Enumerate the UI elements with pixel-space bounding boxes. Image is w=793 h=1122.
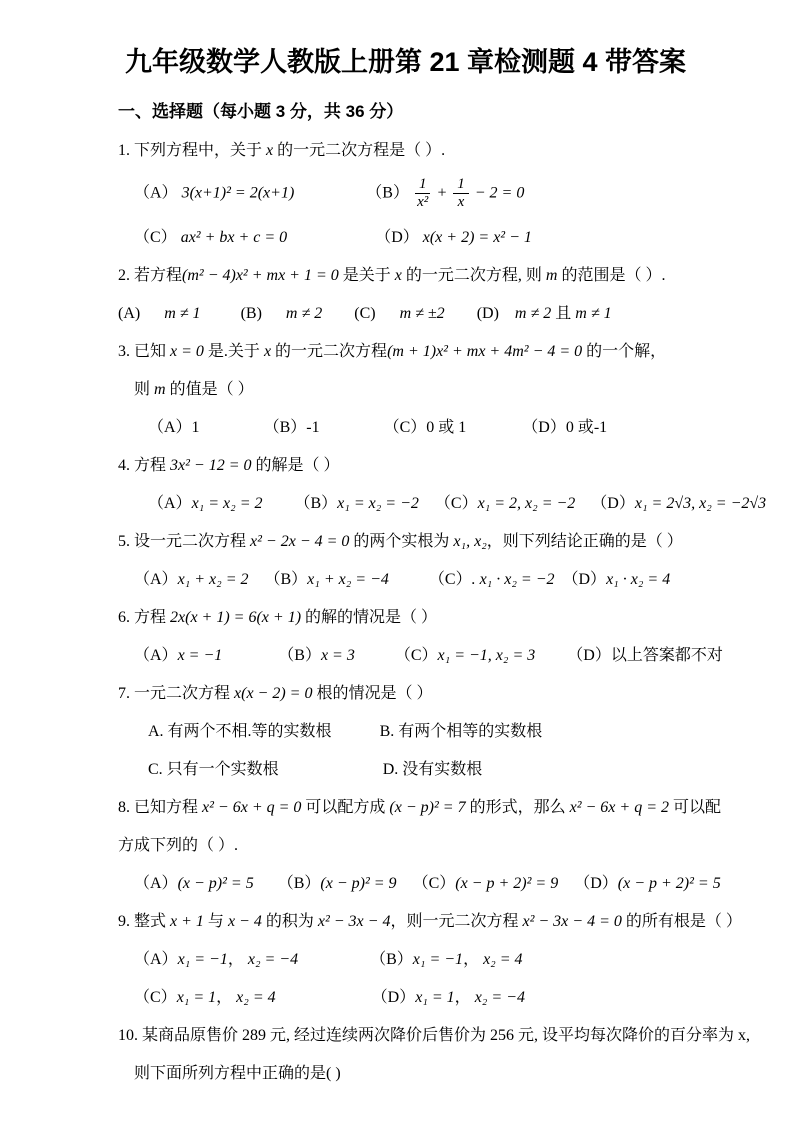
text-run: ， [227,950,248,968]
text-run: 与 [203,912,228,930]
text-run: 且 [551,304,576,322]
question-block [118,681,693,782]
text-run: 5. 设一元二次方程 [118,532,251,550]
text-run: 则下面所列方程中正确的是( ) [134,1064,341,1082]
text-run: （B）-1 [263,418,320,436]
text-run: 的积为 [261,912,318,930]
math-run: x² − 3x − 4 [317,912,391,930]
math-run: x(x + 2) = x² − 1 [422,228,532,246]
text-run: （B） [277,874,321,892]
math-run: x² − 2x − 4 = 0 [250,532,350,550]
fraction-denominator: x [457,194,465,211]
question-line [118,947,693,972]
text-run: （D） [574,874,618,892]
text-run: 则 [134,380,155,398]
text-run: （B） [278,646,321,664]
text-run: ， [463,950,484,968]
text-run: （B） [366,184,413,202]
math-run: m ≠ 1 [164,304,201,322]
math-run: m ≠ 2 [285,304,323,322]
text-run: 的解是（ ） [251,456,340,474]
question-line [118,681,693,706]
text-run: B. 有两个相等的实数根 [379,722,543,740]
math-run: m ≠ 2 [514,304,552,322]
fraction-numerator: 1 [453,176,469,194]
math-run: 3x² − 12 = 0 [170,456,252,474]
text-run: （D） [375,228,423,246]
math-run: x₁, x₂ [453,532,487,550]
question-block [118,138,693,250]
question-line [118,263,693,288]
text-run: 10. 某商品原售价 289 元, 经过连续两次降价后售价为 256 元, 设平均每次降价的百分率为 x, [118,1026,751,1044]
math-run: x₁ = 1 [415,988,455,1006]
question-line [118,719,693,744]
fraction-numerator: 1 [415,176,431,194]
question-block [118,453,767,516]
math-run: m [545,266,558,284]
question-line [118,1023,751,1048]
text-run: 的范围是（ ）. [557,266,666,284]
math-run: x₁ = 2√3, x₂ = −2√3 [634,494,767,512]
text-run: （C） [412,874,456,892]
text-run: (D) [476,304,499,322]
question-line [118,605,693,630]
math-run: (m + 1)x² + mx + 4m² − 4 = 0 [387,342,583,360]
question-line [118,377,693,402]
text-run: ，则下列结论正确的是（ ） [486,532,683,550]
text-run: C. 只有一个实数根 [148,760,279,778]
question-line [118,909,742,934]
math-run: x [263,342,272,360]
text-run: 9. 整式 [118,912,171,930]
question-block [118,1023,751,1086]
question-line [118,643,723,668]
math-run: x₁ + x₂ = −4 [307,570,389,588]
question-line [118,529,693,554]
text-run: ， [454,988,475,1006]
math-run: (x − p)² = 7 [389,798,466,816]
math-run: (x − p + 2)² = 9 [455,874,559,892]
question-line [118,833,693,858]
question-line [118,757,693,782]
text-run: （D） [591,494,635,512]
text-run: 的一个解， [582,342,667,360]
fraction-denominator: x² [417,194,429,211]
math-run: (x − p)² = 5 [177,874,254,892]
math-run: x₂ = −4 [474,988,525,1006]
text-run: （C） [134,228,181,246]
text-run: 2. 若方程 [118,266,183,284]
text-run: （C）0 或 1 [383,418,467,436]
text-run: 7. 一元二次方程 [118,684,235,702]
math-run: m ≠ ±2 [399,304,445,322]
math-run: x = −1 [177,646,223,664]
text-run: （A） [134,646,178,664]
text-run: (B) [240,304,262,322]
math-run: m ≠ 1 [575,304,612,322]
math-run: x + 1 [170,912,204,930]
text-run: （A） [134,874,178,892]
math-run: + [432,184,452,202]
question-line [118,453,693,478]
text-run: （C） [394,646,438,664]
math-run: x [266,142,274,159]
text-run: 是关于 [338,266,395,284]
text-run: 的所有根是（ ） [621,912,742,930]
text-run: （A） [148,494,192,512]
question-line [118,985,693,1010]
math-run: x(x − 2) = 0 [234,684,313,702]
math-run: x₂ = 4 [483,950,523,968]
text-run: 可以配 [668,798,721,816]
question-line [118,795,721,820]
question-block [118,529,693,592]
question-line [118,225,693,250]
math-run: ax² + bx + c = 0 [180,228,288,246]
question-line [118,871,721,896]
text-run: D. 没有实数根 [382,760,483,778]
text-run: 的一元二次方程 [271,342,388,360]
math-run: 2x(x + 1) = 6(x + 1) [170,608,302,626]
question-line [118,491,767,516]
text-run: （B） [264,570,308,588]
question-block [118,909,742,1010]
fraction [415,176,431,212]
text-run: 的一元二次方程是（ ）. [273,142,446,159]
question-line [118,339,693,364]
text-run: 4. 方程 [118,456,171,474]
text-run: 的两个实根为 [349,532,454,550]
text-run: ，则一元二次方程 [390,912,523,930]
question-block [118,339,693,440]
text-run: 3. 已知 [118,342,171,360]
questions [118,138,767,1086]
text-run: 的形式，那么 [465,798,570,816]
text-run: （C） [134,988,177,1006]
text-run: （C） [434,494,478,512]
text-run: A. 有两个不相.等的实数根 [148,722,332,740]
math-run: x₁ = −1 [412,950,464,968]
math-run: (x − p + 2)² = 5 [617,874,721,892]
document-title: 九年级数学人教版上册第 21 章检测题 4 带答案 [124,47,687,77]
text-run: 是.关于 [203,342,264,360]
math-run: x₁ = 1 [176,988,217,1006]
text-run: （A） [134,184,182,202]
math-run: x² − 3x − 4 = 0 [522,912,622,930]
math-run: (m² − 4)x² + mx + 1 = 0 [182,266,339,284]
text-run: （D）以上答案都不对 [567,646,723,664]
text-run: （C） [428,570,472,588]
math-run: m [154,380,166,398]
question-line [118,1061,693,1086]
math-run: (x − p)² = 9 [320,874,397,892]
question-block [118,263,693,326]
text-run: （D） [562,570,607,588]
math-run: x [394,266,402,284]
text-run: （D） [371,988,416,1006]
question-line [118,415,693,440]
math-run: x₁ = 2, x₂ = −2 [477,494,576,512]
math-run: x₁ + x₂ = 2 [177,570,249,588]
math-run: x² − 6x + q = 0 [202,798,302,816]
question-block [118,605,723,668]
math-run: x₁ = −1 [177,950,228,968]
math-run: x₂ = −4 [247,950,299,968]
text-run: 6. 方程 [118,608,171,626]
math-run: x₁ = x₂ = 2 [191,494,263,512]
text-run: （A） [134,950,178,968]
fraction [453,176,469,212]
text-run: （A）1 [148,418,200,436]
question-block [118,795,721,896]
math-run: x₁ = x₂ = −2 [337,494,419,512]
math-run: x₁ = −1, x₂ = 3 [437,646,536,664]
text-run: （B） [294,494,338,512]
text-run: (C) [354,304,376,322]
text-run: 的解的情况是（ ） [301,608,438,626]
question-line [118,567,693,592]
math-run: x = 0 [170,342,204,360]
question-line [118,301,693,326]
text-run: 可以配方成 [301,798,390,816]
math-run: x₁ · x₂ = 4 [606,570,671,588]
section-heading: 一、选择题（每小题 3 分，共 36 分） [118,102,404,121]
math-run: 3(x+1)² = 2(x+1) [181,184,295,202]
text-run: （D）0 或-1 [522,418,608,436]
question-line [118,176,693,212]
math-run: x² − 6x + q = 2 [569,798,669,816]
math-run: x = 3 [320,646,355,664]
text-run: （A） [134,570,178,588]
text-run: 方成下列的（ ）. [118,836,239,854]
question-line [118,138,693,163]
text-run: ， [216,988,237,1006]
text-run: 1. 下列方程中，关于 [118,142,267,159]
math-run: . x₁ · x₂ = −2 [471,570,555,588]
text-run: 8. 已知方程 [118,798,203,816]
text-run: 根的情况是（ ） [312,684,433,702]
text-run: （B） [370,950,413,968]
text-run: 的值是（ ） [165,380,254,398]
math-run: x₂ = 4 [236,988,276,1006]
math-run: − 2 = 0 [470,184,525,202]
text-run: 的一元二次方程, 则 [401,266,546,284]
math-run: x − 4 [227,912,262,930]
text-run: (A) [118,304,141,322]
